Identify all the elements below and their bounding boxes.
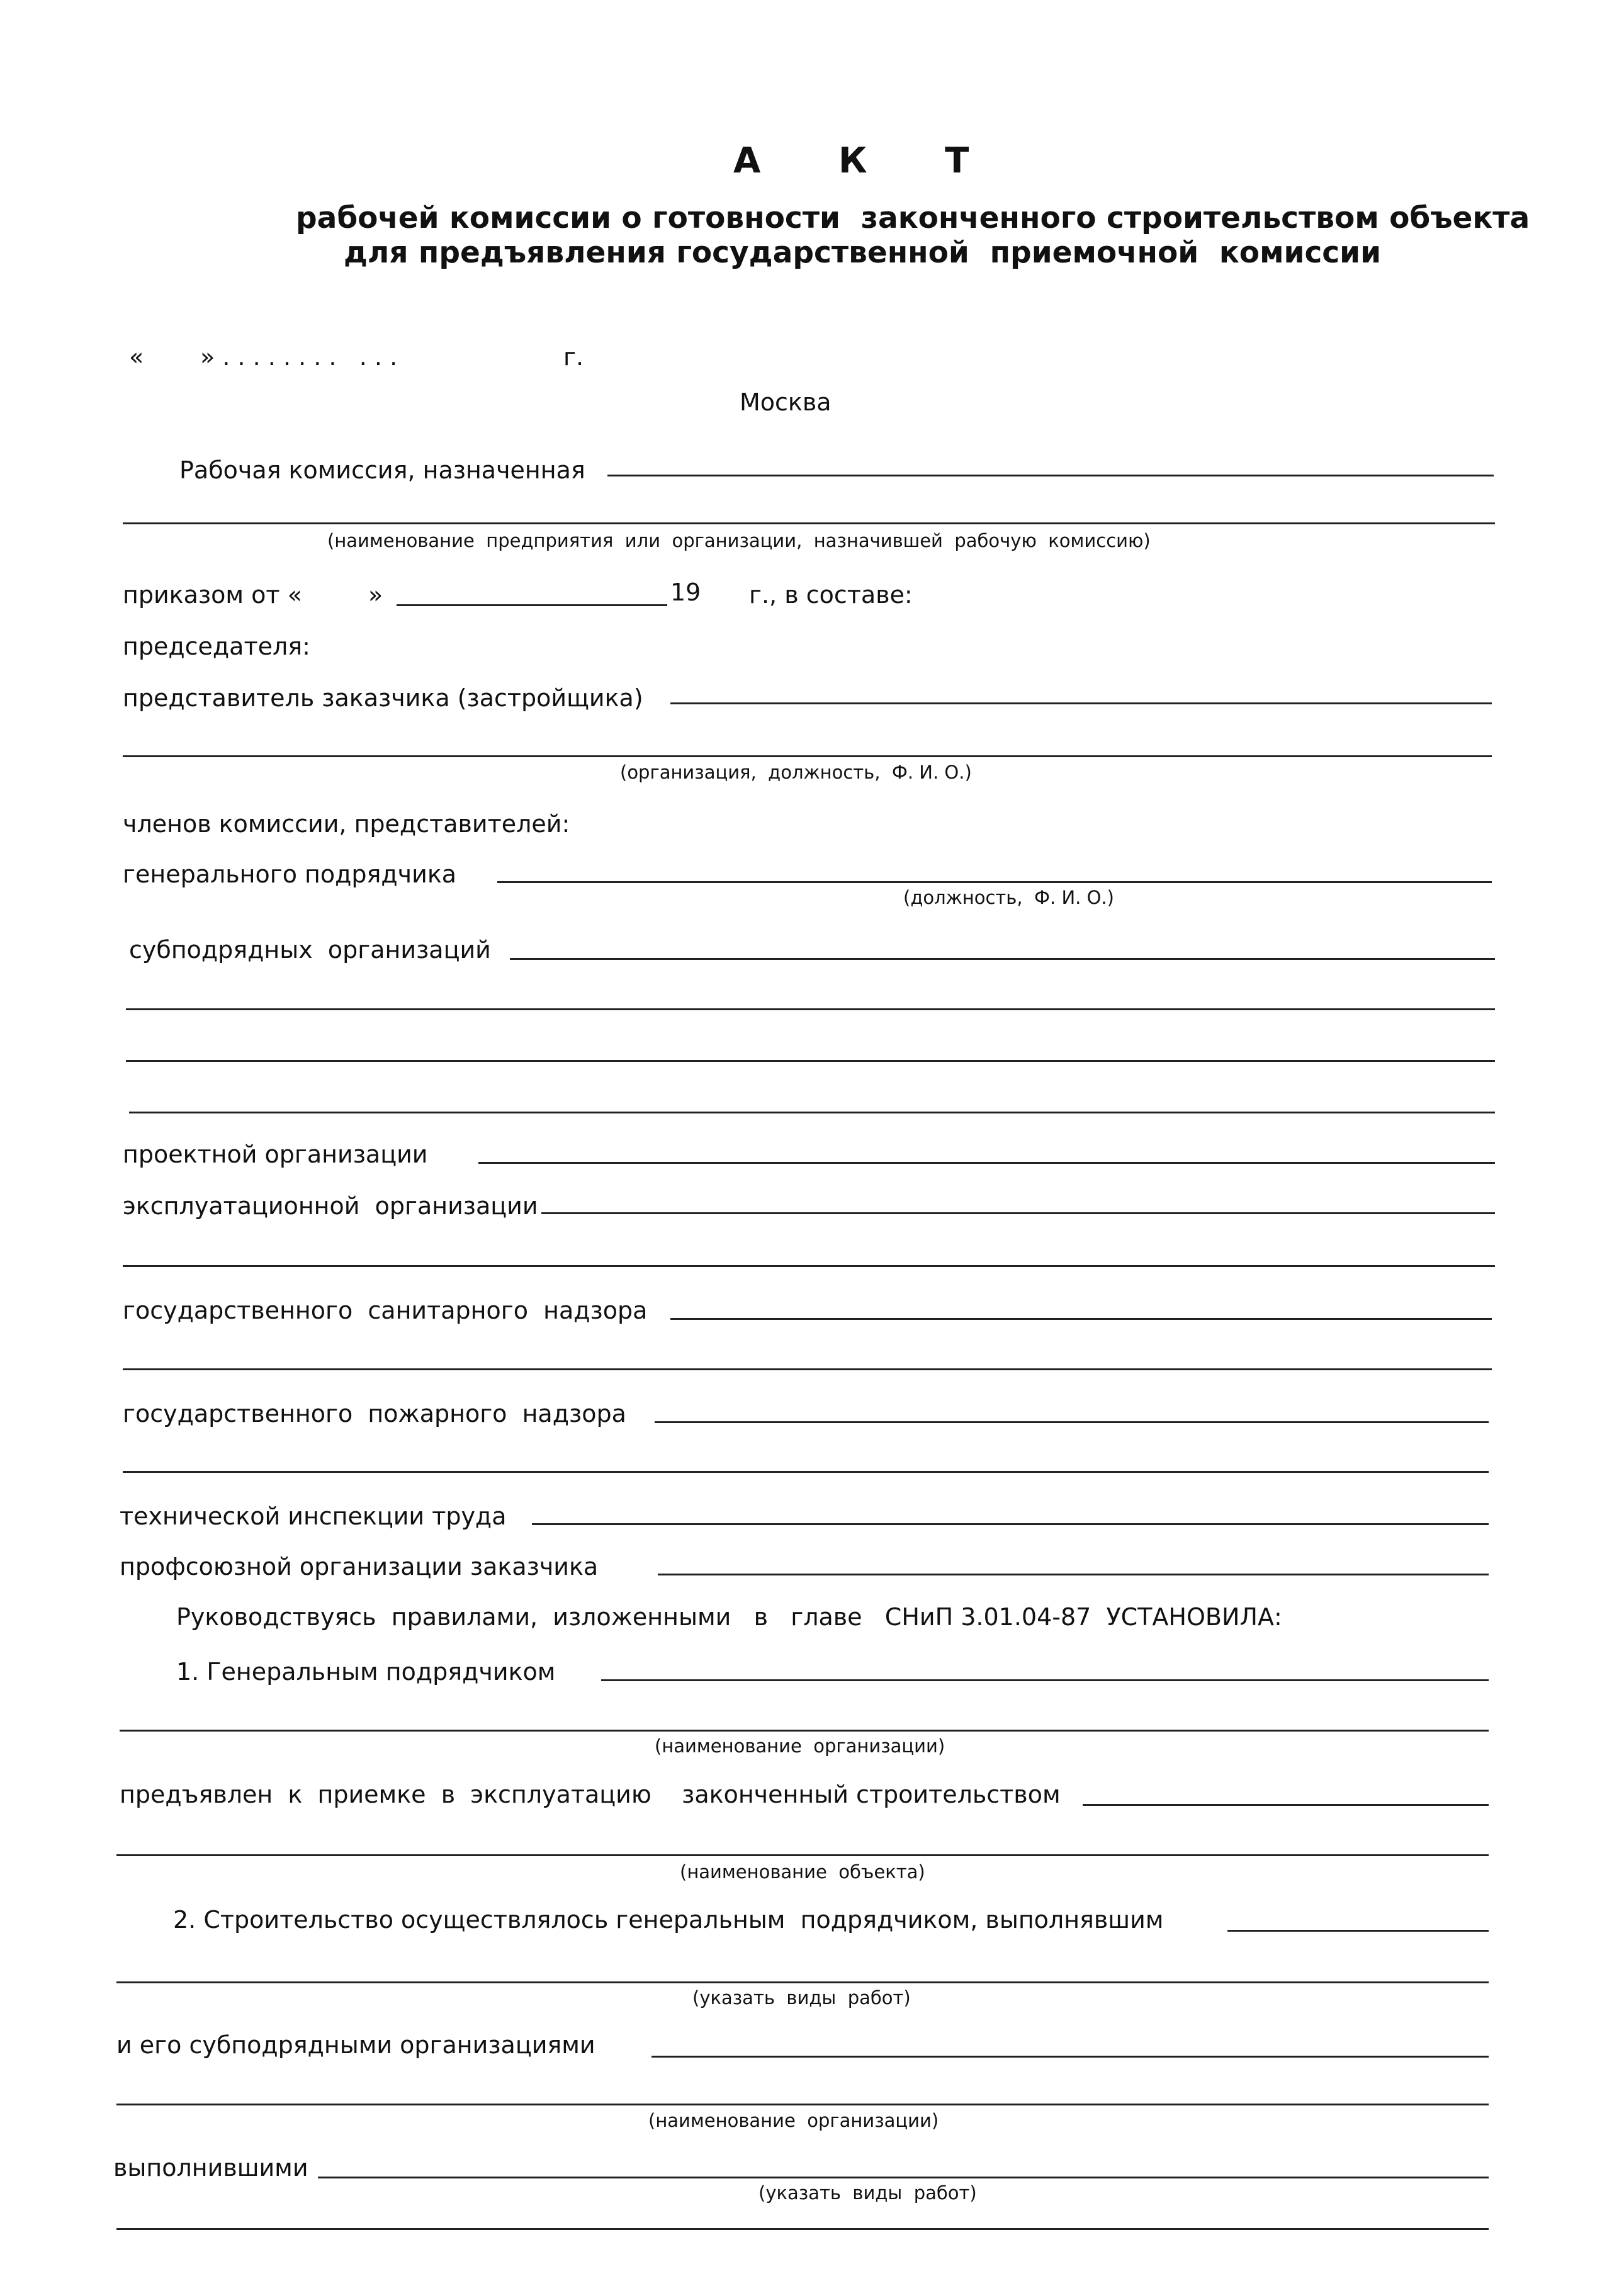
presented-line[interactable]	[1083, 1804, 1489, 1806]
org-name-caption-1: (наименование организации)	[655, 1735, 945, 1757]
fire-line[interactable]	[655, 1421, 1489, 1423]
labor-line[interactable]	[532, 1523, 1489, 1525]
design-org-line[interactable]	[478, 1162, 1495, 1164]
performed-line-2[interactable]	[116, 2228, 1489, 2230]
members-label: членов комиссии, представителей:	[123, 810, 570, 838]
performed-label: выполнившими	[113, 2154, 308, 2182]
operating-org-line-2[interactable]	[123, 1265, 1495, 1267]
document-title: А К Т	[733, 140, 1002, 181]
customer-rep-label: представитель заказчика (застройщика)	[123, 684, 643, 712]
general-contractor-label: генерального подрядчика	[123, 860, 457, 888]
item1-label: 1. Генеральным подрядчиком	[176, 1658, 556, 1686]
and-subs-line[interactable]	[651, 2056, 1489, 2058]
operating-org-line[interactable]	[541, 1212, 1495, 1214]
and-subs-line-2[interactable]	[116, 2104, 1489, 2105]
customer-rep-line-2[interactable]	[123, 755, 1492, 757]
order-close-quote: »	[368, 581, 383, 609]
union-line[interactable]	[658, 1574, 1489, 1575]
enterprise-caption: (наименование предприятия или организации, назначившей рабочую комиссию)	[327, 530, 1151, 551]
work-types-caption-2: (указать виды работ)	[758, 2182, 977, 2204]
fire-line-2[interactable]	[123, 1471, 1489, 1473]
org-pos-name-caption: (организация, должность, Ф. И. О.)	[620, 762, 972, 783]
fire-label: государственного пожарного надзора	[123, 1400, 626, 1428]
order-year-prefix: 19	[670, 578, 701, 606]
presented-line-2[interactable]	[116, 1854, 1489, 1856]
pos-name-caption: (должность, Ф. И. О.)	[903, 887, 1114, 908]
commission-appointed-line[interactable]	[607, 475, 1494, 476]
document-subtitle-line1: рабочей комиссии о готовности законченного строительством объекта	[296, 201, 1530, 235]
sanitary-line-2[interactable]	[123, 1368, 1492, 1370]
subcontractors-label: субподрядных организаций	[129, 936, 491, 964]
city-label: Москва	[740, 388, 832, 416]
customer-rep-line[interactable]	[670, 702, 1492, 704]
date-open-quote: «	[129, 343, 144, 371]
and-subs-label: и его субподрядными организациями	[116, 2031, 595, 2059]
subcontractors-line-4[interactable]	[129, 1112, 1495, 1113]
operating-org-label: эксплуатационной организации	[123, 1192, 538, 1220]
commission-appointed-label: Рабочая комиссия, назначенная	[179, 456, 585, 484]
document-subtitle-line2: для предъявления государственной приемочной комиссии	[343, 235, 1382, 270]
item1-line[interactable]	[601, 1679, 1489, 1681]
sanitary-line[interactable]	[670, 1318, 1492, 1320]
date-dots: » . . . . . . . . . . .	[200, 343, 398, 371]
union-label: профсоюзной организации заказчика	[120, 1553, 599, 1580]
item1-line-2[interactable]	[120, 1730, 1489, 1732]
subcontractors-line-2[interactable]	[126, 1008, 1495, 1010]
labor-label: технической инспекции труда	[120, 1502, 507, 1530]
presented-label: предъявлен к приемке в эксплуатацию законченный строительством	[120, 1781, 1061, 1808]
item2-label: 2. Строительство осуществлялось генеральным подрядчиком, выполнявшим	[173, 1906, 1164, 1934]
item2-line-2[interactable]	[116, 1981, 1489, 1983]
work-types-caption-1: (указать виды работ)	[692, 1987, 911, 2008]
general-contractor-line[interactable]	[497, 881, 1492, 883]
org-name-caption-2: (наименование организации)	[648, 2110, 939, 2131]
performed-line[interactable]	[318, 2177, 1489, 2178]
design-org-label: проектной организации	[123, 1141, 428, 1168]
date-year-suffix: г.	[563, 343, 584, 371]
order-date-line[interactable]	[397, 604, 667, 606]
guided-paragraph: Руководствуясь правилами, изложенными в главе СНиП 3.01.04-87 УСТАНОВИЛА:	[176, 1603, 1282, 1631]
subcontractors-line-3[interactable]	[126, 1060, 1495, 1062]
order-from-label: приказом от «	[123, 581, 302, 609]
order-suffix: г., в составе:	[749, 581, 913, 609]
subcontractors-line[interactable]	[510, 958, 1495, 960]
chairman-label: председателя:	[123, 633, 310, 660]
item2-line[interactable]	[1227, 1930, 1489, 1932]
enterprise-line[interactable]	[123, 522, 1495, 524]
object-name-caption: (наименование объекта)	[680, 1861, 925, 1883]
sanitary-label: государственного санитарного надзора	[123, 1297, 648, 1324]
